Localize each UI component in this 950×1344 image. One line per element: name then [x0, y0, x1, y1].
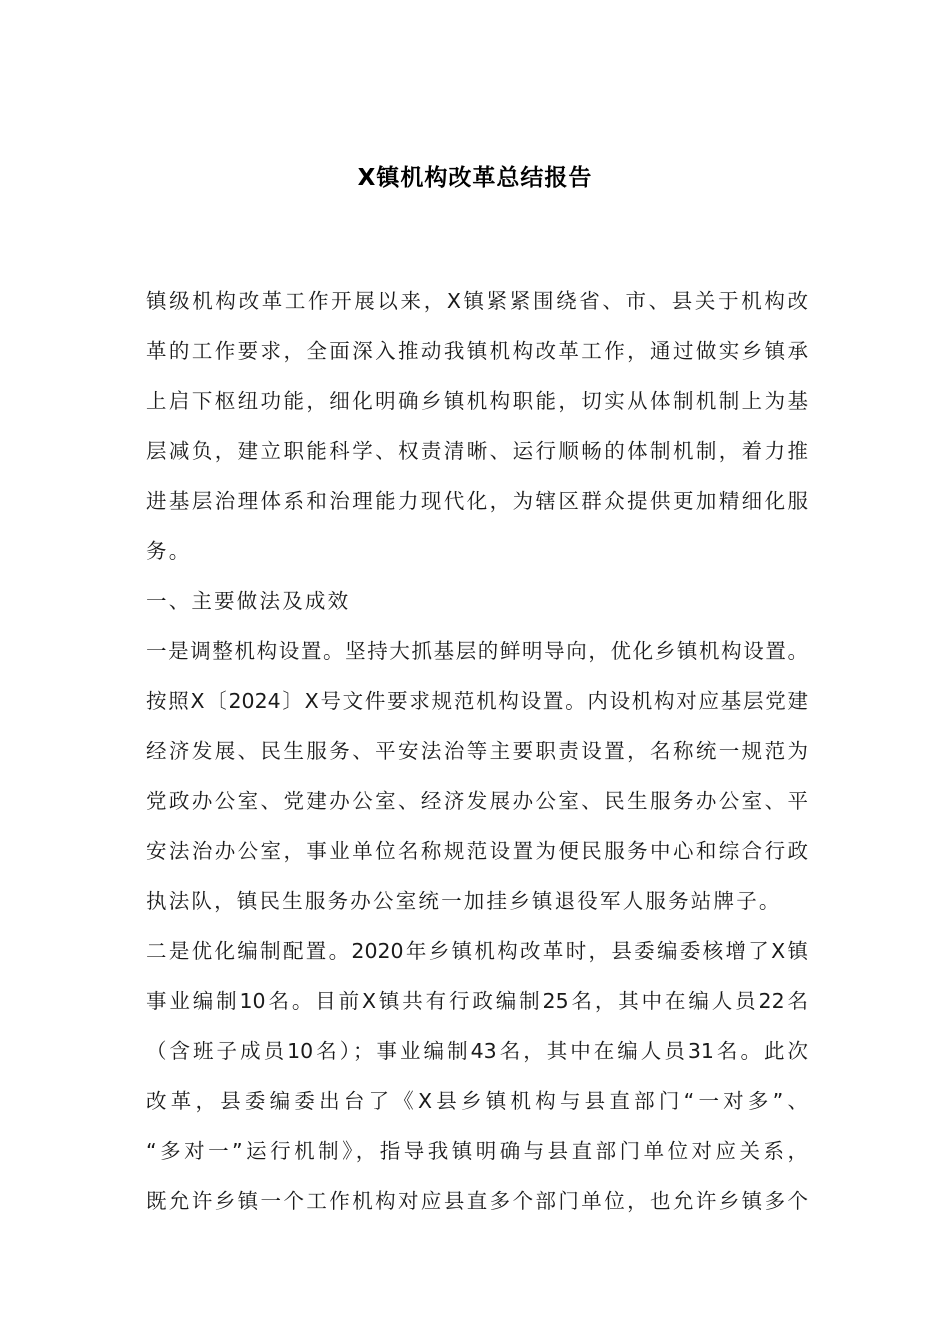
text-line: 务。	[146, 539, 192, 563]
text-line: （含班子成员10名）；事业编制43名，其中在编人员31名。此次	[146, 1039, 808, 1063]
text-line: 党政办公室、党建办公室、经济发展办公室、民生服务办公室、平	[146, 789, 808, 813]
text-line: 二是优化编制配置。2020年乡镇机构改革时，县委编委核增了X镇	[146, 939, 808, 963]
text-line: 改革，县委编委出台了《X县乡镇机构与县直部门“一对多”、	[146, 1089, 808, 1113]
document-title: X镇机构改革总结报告	[357, 165, 593, 191]
text-line: 上启下枢纽功能，细化明确乡镇机构职能，切实从体制机制上为基	[146, 389, 808, 413]
text-line: 按照X〔2024〕X号文件要求规范机构设置。内设机构对应基层党建	[146, 689, 808, 713]
text-line: 层减负，建立职能科学、权责清晰、运行顺畅的体制机制，着力推	[146, 439, 808, 463]
text-line: 事业编制10名。目前X镇共有行政编制25名，其中在编人员22名	[146, 989, 808, 1013]
text-line: 安法治办公室，事业单位名称规范设置为便民服务中心和综合行政	[146, 839, 808, 863]
text-line: 既允许乡镇一个工作机构对应县直多个部门单位，也允许乡镇多个	[146, 1189, 808, 1213]
text-line: 执法队，镇民生服务办公室统一加挂乡镇退役军人服务站牌子。	[146, 889, 782, 913]
text-line: “多对一”运行机制》，指导我镇明确与县直部门单位对应关系，	[146, 1139, 808, 1163]
text-line: 革的工作要求，全面深入推动我镇机构改革工作，通过做实乡镇承	[146, 339, 808, 363]
text-line: 一是调整机构设置。坚持大抓基层的鲜明导向，优化乡镇机构设置。	[146, 639, 808, 663]
section-heading: 一、主要做法及成效	[146, 589, 351, 613]
text-line: 进基层治理体系和治理能力现代化，为辖区群众提供更加精细化服	[146, 489, 808, 513]
text-line: 经济发展、民生服务、平安法治等主要职责设置，名称统一规范为	[146, 739, 808, 763]
document-body	[146, 276, 808, 1226]
text-line: 镇级机构改革工作开展以来，X镇紧紧围绕省、市、县关于机构改	[146, 289, 808, 313]
